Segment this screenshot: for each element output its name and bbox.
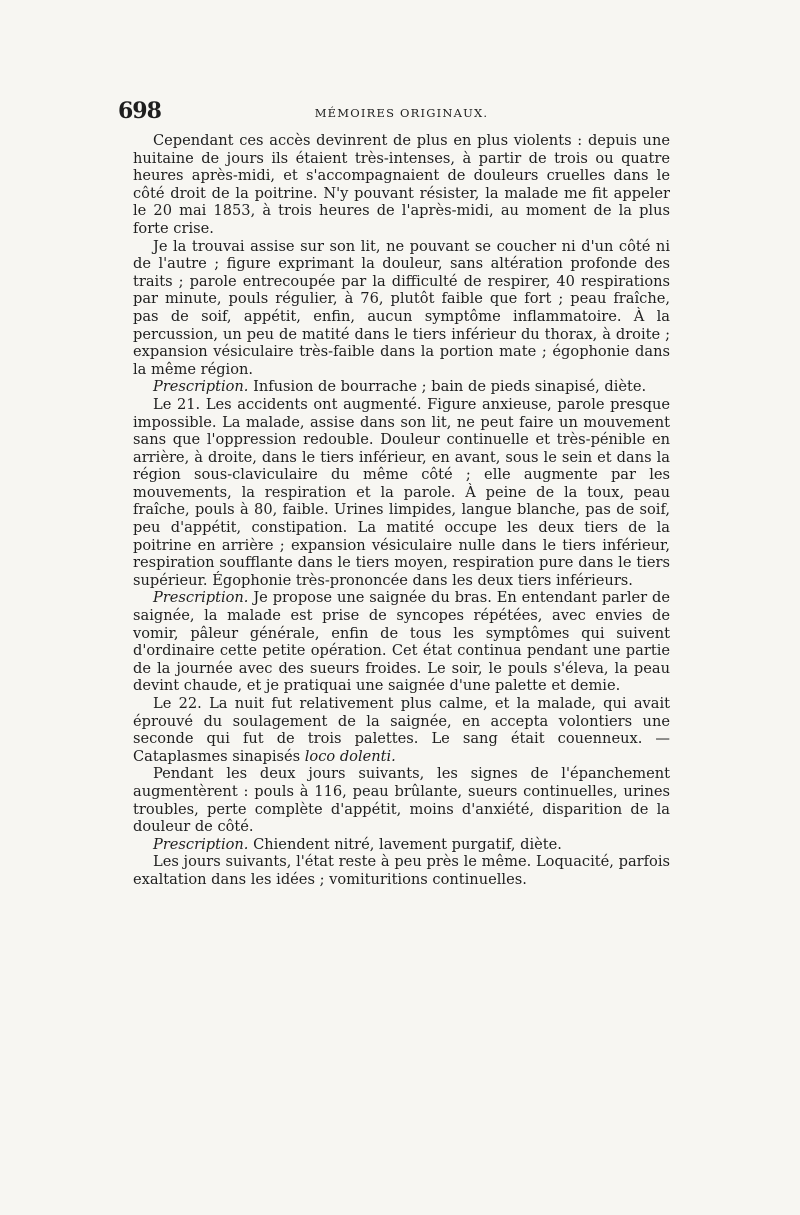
paragraph — [133, 695, 670, 765]
body-text — [133, 132, 670, 889]
prescription-paragraph — [133, 589, 670, 695]
page-header — [118, 98, 670, 126]
running-head: MÉMOIRES ORIGINAUX. — [314, 106, 489, 120]
paragraph: Cependant ces accès devinrent de plus en plus violents : depuis une huitaine de jours ils étaient très-intenses, à partir de trois ou quatre heures après-midi, et s'accompagnaient de douleurs cruelles dans le côté droit de la poitrine. N'y pouvant résister, la malade me fit appeler le 20 mai 1853, à trois heures de l'après-midi, au moment de la plus forte crise. — [133, 132, 670, 237]
prescription-label: Prescription. — [153, 835, 249, 853]
paragraph: Les jours suivants, l'état reste à peu près le même. Loquacité, parfois exaltation dans les idées ; vomituritions continuelles. — [133, 853, 670, 888]
prescription-text: Je propose une saignée du bras. En entendant parler de saignée, la malade est prise de syncopes répétées, avec envies de vomir, pâleur générale, enfin de tous les symptômes qui suivent d'ordinaire cette petite opération. Cet état continua pendant une partie de la journée avec des sueurs froides. Le soir, le pouls s'éleva, la peau devint chaude, et je pratiquai une saignée d'une palette et demie. — [133, 589, 670, 695]
paragraph: Je la trouvai assise sur son lit, ne pouvant se coucher ni d'un côté ni de l'autre ; figure exprimant la douleur, sans altération profonde des traits ; parole entrecoupée par la difficulté de respirer, 40 respirations par minute, pouls régulier, à 76, plutôt faible que fort ; peau fraîche, pas de soif, appétit, enfin, aucun symptôme inflammatoire. À la percussion, un peu de matité dans le tiers inférieur du thorax, à droite ; expansion vésiculaire très-faible dans la portion mate ; égophonie dans la même région. — [133, 237, 670, 378]
prescription-text: Chiendent nitré, lavement purgatif, diète. — [248, 835, 562, 853]
page-number: 698 — [118, 98, 161, 124]
paragraph: Le 21. Les accidents ont augmenté. Figure anxieuse, parole presque impossible. La malade, assise dans son lit, ne peut faire un mouvement sans que l'oppression redouble. Douleur continuelle et très-pénible en arrière, à droite, dans le tiers inférieur, en avant, sous le sein et dans la région sous-claviculaire du même côté ; elle augmente par les mouvements, la respiration et la parole. À peine de la toux, peau fraîche, pouls à 80, faible. Urines limpides, langue blanche, pas de soif, peu d'appétit, constipation. La matité occupe les deux tiers de la poitrine en arrière ; expansion vésiculaire nulle dans le tiers inférieur, respiration soufflante dans le tiers moyen, respiration pure dans le tiers supérieur. Égophonie très-prononcée dans les deux tiers inférieurs. — [133, 395, 670, 589]
paragraph: Pendant les deux jours suivants, les signes de l'épanchement augmentèrent : pouls à 116, peau brûlante, sueurs continuelles, urines troubles, perte complète d'appétit, moins d'anxiété, disparition de la douleur de côté. — [133, 765, 670, 836]
prescription-label: Prescription. — [153, 589, 249, 607]
prescription-paragraph — [133, 378, 670, 396]
prescription-text: Infusion de bourrache ; bain de pieds sinapisé, diète. — [248, 378, 647, 396]
latin-phrase: loco dolenti. — [304, 747, 396, 765]
paragraph-text: Le 22. La nuit fut relativement plus calme, et la malade, qui avait éprouvé du soulagement de la saignée, en accepta volontiers une seconde qui fut de trois palettes. Le sang était couenneux. — Cataplasmes sinapisés — [133, 695, 670, 765]
prescription-paragraph — [133, 836, 670, 854]
prescription-label: Prescription. — [153, 378, 249, 396]
